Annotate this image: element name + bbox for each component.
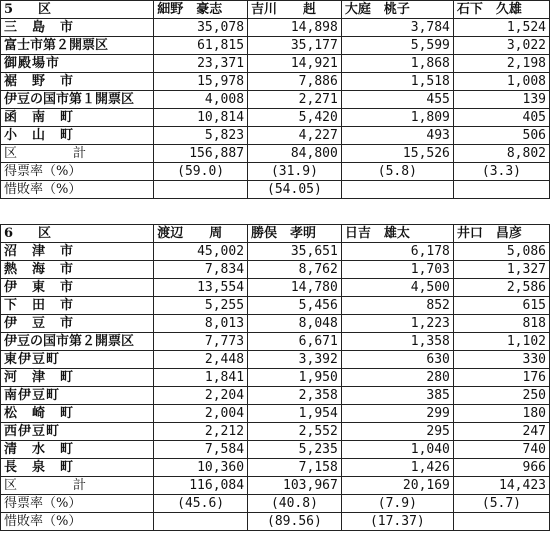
municipality-name: 裾 野 市 bbox=[1, 73, 154, 91]
municipality-name: 清 水 町 bbox=[1, 441, 154, 459]
vote-count: 295 bbox=[341, 423, 453, 441]
table-row bbox=[1, 333, 550, 351]
vote-count: 3,784 bbox=[341, 19, 453, 37]
vote-count: 3,392 bbox=[248, 351, 342, 369]
district-6-results-table bbox=[0, 224, 550, 531]
municipality-name: 富士市第２開票区 bbox=[1, 37, 154, 55]
vote-rate-value: (3.3) bbox=[453, 163, 549, 181]
vote-rate-value: (31.9) bbox=[248, 163, 342, 181]
vote-rate-value: (5.8) bbox=[341, 163, 453, 181]
loss-rate-value: (17.37) bbox=[341, 513, 453, 531]
vote-count: 299 bbox=[341, 405, 453, 423]
vote-count: 14,898 bbox=[248, 19, 342, 37]
vote-count: 139 bbox=[453, 91, 549, 109]
municipality-name: 伊豆の国市第１開票区 bbox=[1, 91, 154, 109]
vote-count: 2,004 bbox=[154, 405, 248, 423]
vote-count: 5,456 bbox=[248, 297, 342, 315]
municipality-name: 松 崎 町 bbox=[1, 405, 154, 423]
vote-count: 61,815 bbox=[154, 37, 248, 55]
loss-rate-row bbox=[1, 513, 550, 531]
vote-count: 1,327 bbox=[453, 261, 549, 279]
vote-count: 506 bbox=[453, 127, 549, 145]
vote-rate-value: (45.6) bbox=[154, 495, 248, 513]
vote-count: 10,360 bbox=[154, 459, 248, 477]
table-row bbox=[1, 387, 550, 405]
table-row bbox=[1, 91, 550, 109]
candidate-name: 吉川 赳 bbox=[248, 1, 342, 19]
candidate-name: 大庭 桃子 bbox=[341, 1, 453, 19]
total-row bbox=[1, 145, 550, 163]
municipality-name: 御殿場市 bbox=[1, 55, 154, 73]
vote-count: 385 bbox=[341, 387, 453, 405]
table-row bbox=[1, 73, 550, 91]
total-label: 区 計 bbox=[1, 477, 154, 495]
district-label: 5 区 bbox=[1, 1, 154, 19]
candidate-name: 日吉 雄太 bbox=[341, 225, 453, 243]
vote-count: 2,204 bbox=[154, 387, 248, 405]
loss-rate-value: (89.56) bbox=[248, 513, 342, 531]
vote-count: 23,371 bbox=[154, 55, 248, 73]
loss-rate-value bbox=[154, 513, 248, 531]
vote-count: 7,773 bbox=[154, 333, 248, 351]
total-votes: 8,802 bbox=[453, 145, 549, 163]
table-row bbox=[1, 127, 550, 145]
table-row bbox=[1, 405, 550, 423]
vote-count: 10,814 bbox=[154, 109, 248, 127]
vote-count: 8,048 bbox=[248, 315, 342, 333]
table-row bbox=[1, 459, 550, 477]
vote-count: 4,500 bbox=[341, 279, 453, 297]
vote-count: 1,950 bbox=[248, 369, 342, 387]
total-votes: 116,084 bbox=[154, 477, 248, 495]
municipality-name: 河 津 町 bbox=[1, 369, 154, 387]
vote-count: 280 bbox=[341, 369, 453, 387]
vote-count: 1,841 bbox=[154, 369, 248, 387]
vote-count: 1,008 bbox=[453, 73, 549, 91]
vote-count: 615 bbox=[453, 297, 549, 315]
vote-count: 630 bbox=[341, 351, 453, 369]
vote-count: 4,008 bbox=[154, 91, 248, 109]
header-row bbox=[1, 225, 550, 243]
table-row bbox=[1, 109, 550, 127]
municipality-name: 下 田 市 bbox=[1, 297, 154, 315]
table-row bbox=[1, 423, 550, 441]
table-row bbox=[1, 55, 550, 73]
vote-count: 2,448 bbox=[154, 351, 248, 369]
table-row bbox=[1, 19, 550, 37]
vote-count: 5,255 bbox=[154, 297, 248, 315]
loss-rate-label: 惜敗率（%） bbox=[1, 513, 154, 531]
table-row bbox=[1, 243, 550, 261]
vote-count: 14,921 bbox=[248, 55, 342, 73]
municipality-name: 伊豆の国市第２開票区 bbox=[1, 333, 154, 351]
total-votes: 15,526 bbox=[341, 145, 453, 163]
vote-count: 8,013 bbox=[154, 315, 248, 333]
total-row bbox=[1, 477, 550, 495]
table-row bbox=[1, 441, 550, 459]
vote-count: 5,235 bbox=[248, 441, 342, 459]
vote-count: 455 bbox=[341, 91, 453, 109]
vote-count: 4,227 bbox=[248, 127, 342, 145]
vote-count: 1,524 bbox=[453, 19, 549, 37]
vote-count: 740 bbox=[453, 441, 549, 459]
vote-rate-value: (7.9) bbox=[341, 495, 453, 513]
total-label: 区 計 bbox=[1, 145, 154, 163]
vote-count: 1,868 bbox=[341, 55, 453, 73]
table-row bbox=[1, 261, 550, 279]
table-row bbox=[1, 37, 550, 55]
vote-count: 13,554 bbox=[154, 279, 248, 297]
municipality-name: 西伊豆町 bbox=[1, 423, 154, 441]
district-5-results-table bbox=[0, 0, 550, 199]
total-votes: 14,423 bbox=[453, 477, 549, 495]
total-votes: 84,800 bbox=[248, 145, 342, 163]
vote-count: 35,651 bbox=[248, 243, 342, 261]
vote-count: 2,586 bbox=[453, 279, 549, 297]
municipality-name: 三 島 市 bbox=[1, 19, 154, 37]
vote-count: 966 bbox=[453, 459, 549, 477]
vote-count: 1,703 bbox=[341, 261, 453, 279]
candidate-name: 渡辺 周 bbox=[154, 225, 248, 243]
vote-count: 15,978 bbox=[154, 73, 248, 91]
municipality-name: 伊 東 市 bbox=[1, 279, 154, 297]
loss-rate-label: 惜敗率（%） bbox=[1, 181, 154, 199]
loss-rate-value bbox=[453, 513, 549, 531]
vote-count: 6,178 bbox=[341, 243, 453, 261]
vote-count: 818 bbox=[453, 315, 549, 333]
vote-count: 2,198 bbox=[453, 55, 549, 73]
district-label: 6 区 bbox=[1, 225, 154, 243]
vote-count: 7,834 bbox=[154, 261, 248, 279]
vote-rate-label: 得票率（%） bbox=[1, 495, 154, 513]
municipality-name: 小 山 町 bbox=[1, 127, 154, 145]
vote-count: 1,426 bbox=[341, 459, 453, 477]
candidate-name: 石下 久雄 bbox=[453, 1, 549, 19]
vote-count: 2,552 bbox=[248, 423, 342, 441]
vote-count: 5,086 bbox=[453, 243, 549, 261]
municipality-name: 東伊豆町 bbox=[1, 351, 154, 369]
candidate-name: 勝俣 孝明 bbox=[248, 225, 342, 243]
vote-count: 250 bbox=[453, 387, 549, 405]
vote-count: 1,954 bbox=[248, 405, 342, 423]
vote-rate-value: (59.0) bbox=[154, 163, 248, 181]
vote-count: 5,599 bbox=[341, 37, 453, 55]
vote-rate-row bbox=[1, 163, 550, 181]
vote-count: 7,886 bbox=[248, 73, 342, 91]
vote-count: 3,022 bbox=[453, 37, 549, 55]
municipality-name: 熱 海 市 bbox=[1, 261, 154, 279]
vote-count: 852 bbox=[341, 297, 453, 315]
candidate-name: 細野 豪志 bbox=[154, 1, 248, 19]
vote-count: 1,809 bbox=[341, 109, 453, 127]
vote-count: 405 bbox=[453, 109, 549, 127]
vote-count: 1,040 bbox=[341, 441, 453, 459]
vote-count: 493 bbox=[341, 127, 453, 145]
table-row bbox=[1, 369, 550, 387]
vote-count: 35,177 bbox=[248, 37, 342, 55]
table-row bbox=[1, 279, 550, 297]
total-votes: 103,967 bbox=[248, 477, 342, 495]
municipality-name: 伊 豆 市 bbox=[1, 315, 154, 333]
municipality-name: 函 南 町 bbox=[1, 109, 154, 127]
vote-count: 7,584 bbox=[154, 441, 248, 459]
vote-count: 247 bbox=[453, 423, 549, 441]
vote-count: 2,271 bbox=[248, 91, 342, 109]
vote-count: 6,671 bbox=[248, 333, 342, 351]
municipality-name: 沼 津 市 bbox=[1, 243, 154, 261]
vote-count: 7,158 bbox=[248, 459, 342, 477]
vote-count: 35,078 bbox=[154, 19, 248, 37]
vote-count: 1,518 bbox=[341, 73, 453, 91]
loss-rate-row bbox=[1, 181, 550, 199]
loss-rate-value: (54.05) bbox=[248, 181, 342, 199]
loss-rate-value bbox=[341, 181, 453, 199]
vote-rate-value: (5.7) bbox=[453, 495, 549, 513]
loss-rate-value bbox=[453, 181, 549, 199]
vote-rate-value: (40.8) bbox=[248, 495, 342, 513]
vote-count: 45,002 bbox=[154, 243, 248, 261]
table-row bbox=[1, 351, 550, 369]
vote-count: 2,358 bbox=[248, 387, 342, 405]
header-row bbox=[1, 1, 550, 19]
vote-count: 8,762 bbox=[248, 261, 342, 279]
vote-count: 14,780 bbox=[248, 279, 342, 297]
candidate-name: 井口 昌彦 bbox=[453, 225, 549, 243]
vote-count: 2,212 bbox=[154, 423, 248, 441]
vote-count: 5,823 bbox=[154, 127, 248, 145]
table-row bbox=[1, 297, 550, 315]
loss-rate-value bbox=[154, 181, 248, 199]
municipality-name: 南伊豆町 bbox=[1, 387, 154, 405]
vote-count: 180 bbox=[453, 405, 549, 423]
total-votes: 156,887 bbox=[154, 145, 248, 163]
total-votes: 20,169 bbox=[341, 477, 453, 495]
vote-count: 176 bbox=[453, 369, 549, 387]
table-row bbox=[1, 315, 550, 333]
vote-count: 1,358 bbox=[341, 333, 453, 351]
vote-count: 5,420 bbox=[248, 109, 342, 127]
municipality-name: 長 泉 町 bbox=[1, 459, 154, 477]
vote-rate-label: 得票率（%） bbox=[1, 163, 154, 181]
vote-rate-row bbox=[1, 495, 550, 513]
vote-count: 1,223 bbox=[341, 315, 453, 333]
vote-count: 330 bbox=[453, 351, 549, 369]
vote-count: 1,102 bbox=[453, 333, 549, 351]
